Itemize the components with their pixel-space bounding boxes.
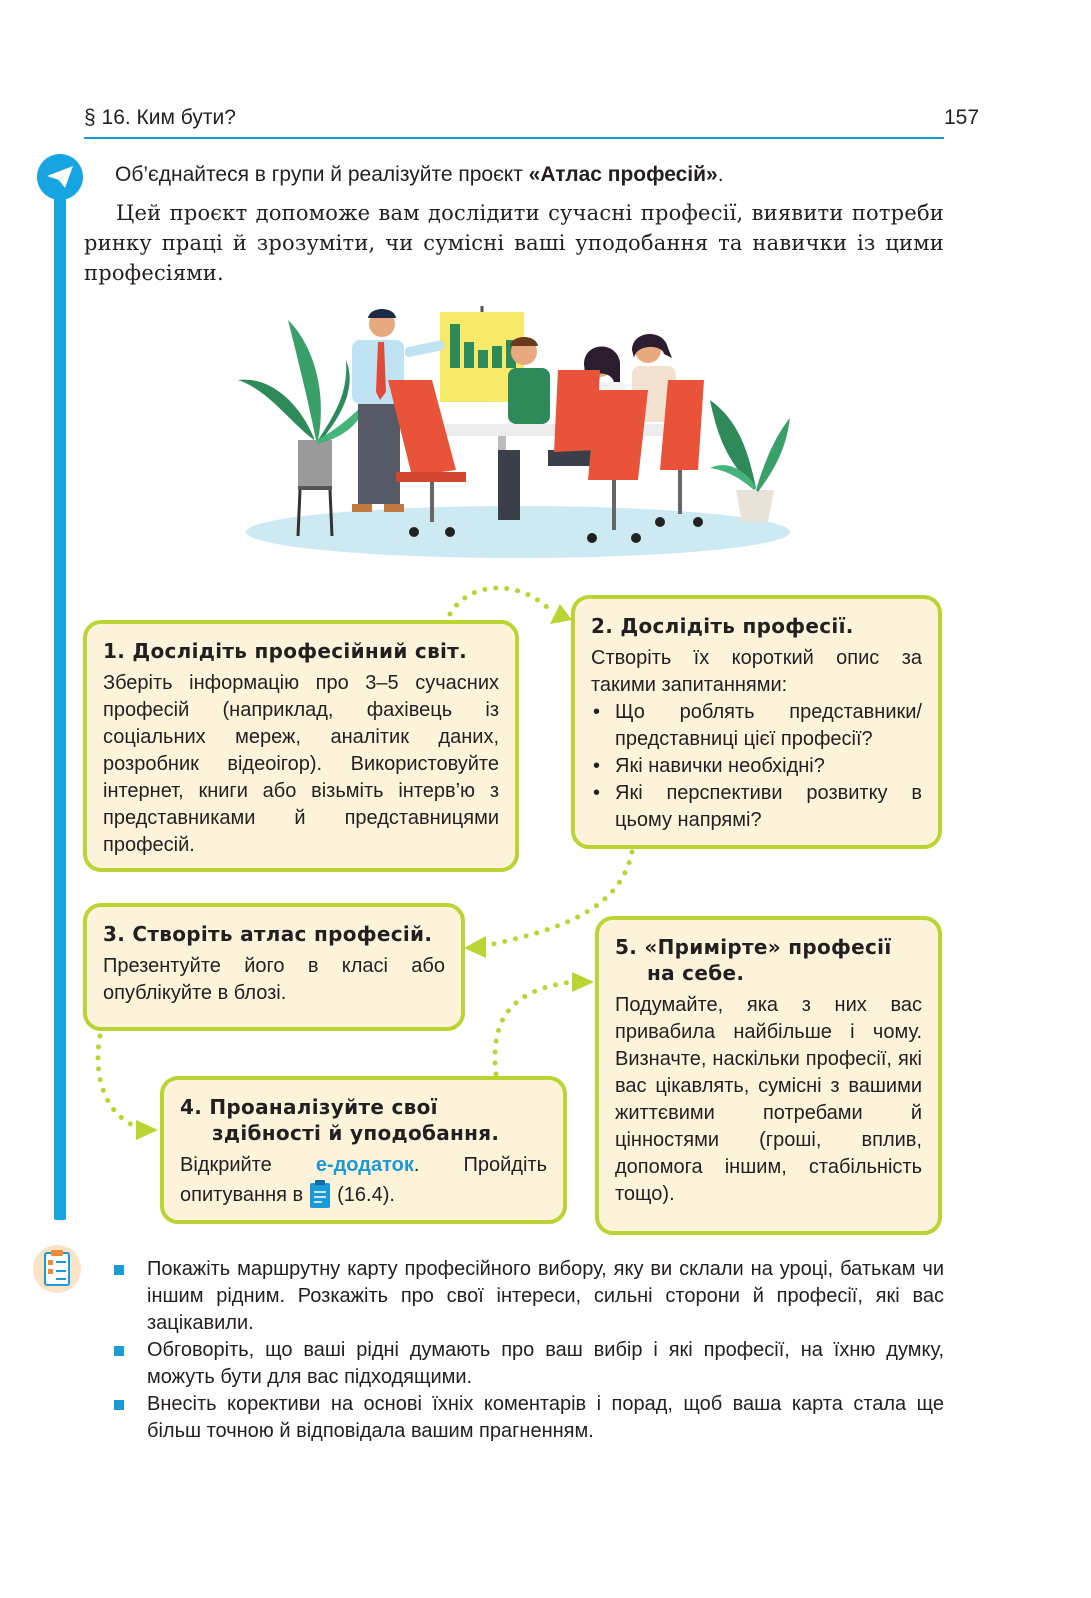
homework-checklist-icon	[32, 1244, 82, 1299]
step-1-text: Зберіть інформацію про 3–5 сучасних професій (наприклад, фахівець із соціальних мереж, аналітик даних, розробник відеоігор). Використовуйте інтернет, книги або візьміть інтерв’ю з представниками й представницями професій.	[103, 672, 499, 856]
step-3-text: Презентуйте його в класі або опублікуйте в блозі.	[103, 955, 445, 1004]
step-2-title: 2. Дослідіть професії.	[591, 614, 854, 638]
step-4-title: 4. Проаналізуйте свої здібності й уподобання.	[180, 1095, 500, 1145]
step-4-box	[160, 1076, 567, 1224]
step-2-questions	[591, 699, 922, 834]
section-title: § 16. Ким бути?	[84, 106, 236, 129]
e-app-link[interactable]: е-додаток	[315, 1154, 414, 1176]
home-task-item: Покажіть маршрутну карту професійного вибору, яку ви склали на уроці, батькам чи іншим рідним. Розкажіть про свої інтереси, сильні сторони й професії, які вас зацікавили.	[114, 1256, 944, 1337]
step-2-box	[571, 595, 942, 849]
step-2-question: • Які перспективи розвитку в цьому напрямі?	[591, 780, 922, 834]
step-3-title: 3. Створіть атлас професій.	[103, 922, 433, 946]
step-3-box	[83, 903, 465, 1031]
intro-paragraph: Цей проєкт допоможе вам дослідити сучасні професії, виявити потреби ринку праці й зрозуміти, чи сумісні ваші уподобання та навички із цими професіями.	[84, 201, 944, 285]
step-1-title: 1. Дослідіть професійний світ.	[103, 639, 467, 663]
step-5-text: Подумайте, яка з них вас привабила найбільше і чому. Визначте, наскільки професії, які вас цікавлять, сумісні з вашими життєвими потребами й цінностями (гроші, вплив, допомога іншим, стабільність тощо).	[615, 994, 922, 1205]
survey-icon[interactable]	[309, 1179, 331, 1209]
project-name: «Атлас професій»	[528, 163, 718, 186]
intro-line: Об’єднайтеся в групи й реалізуйте проєкт «Атлас професій».	[115, 163, 724, 186]
step-2-question: • Які навички необхідні?	[591, 753, 922, 780]
home-task-item: Обговоріть, що ваші рідні думають про ваш вибір і які професії, на їхню думку, можуть бути для вас підходящими.	[114, 1337, 944, 1391]
step-5-title: 5. «Приміртe» професії на себе.	[615, 935, 892, 985]
step-1-box	[83, 620, 519, 872]
home-tasks-list	[114, 1256, 944, 1445]
home-task-item: Внесіть корективи на основі їхніх коментарів і порад, щоб ваша карта стала ще більш точною й відповідала вашим прагненням.	[114, 1391, 944, 1445]
step-2-text: Створіть їх короткий опис за такими запитаннями:	[591, 647, 922, 696]
step-2-question: • Що роблять представники/ представниці цієї професії?	[591, 699, 922, 753]
step-4-text: Відкрийте е-додаток. Пройдіть опитування в (16.4).	[180, 1152, 547, 1209]
page-number: 157	[944, 106, 980, 129]
step-5-box	[595, 916, 942, 1235]
